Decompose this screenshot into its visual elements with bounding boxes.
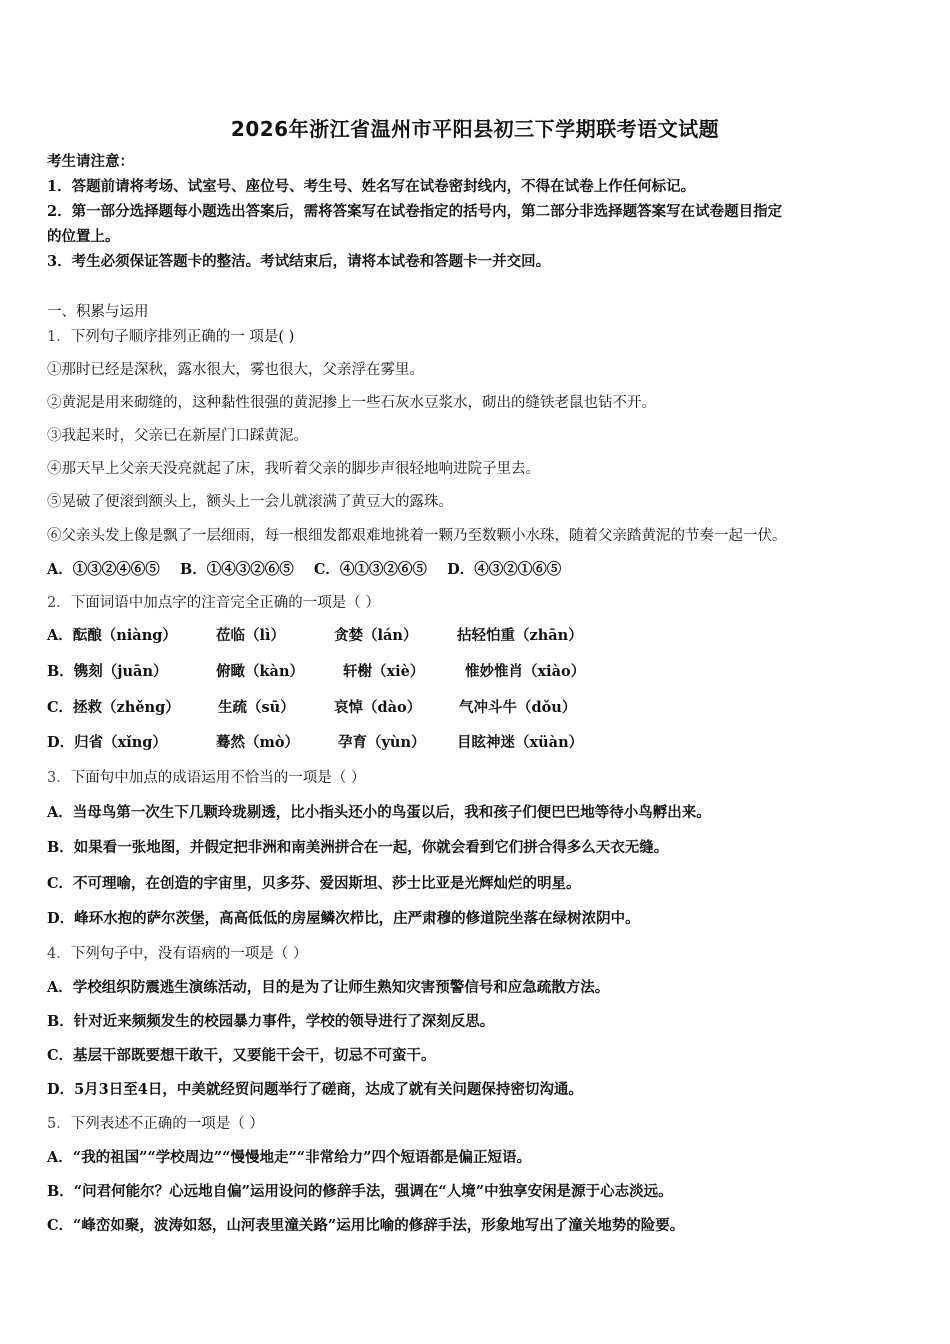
option-cell: A．酝酿（niàng） — [47, 627, 177, 644]
option-cell: 俯瞰（kàn） — [216, 663, 304, 680]
option-cell: 轩榭（xiè） — [343, 663, 425, 680]
notice-item: 的位置上。 — [47, 228, 120, 245]
answer-option: C．“峰峦如聚，波涛如怒，山河表里潼关路”运用比喻的修辞手法，形象地写出了潼关地势的险要。 — [47, 1217, 685, 1234]
question-stem: 下列表述不正确的一项是（ ） — [70, 1116, 264, 1132]
answer-option: A．“我的祖国”“学校周边”“慢慢地走”“非常给力”四个短语都是偏正短语。 — [47, 1149, 531, 1166]
section-heading: 一、积累与运用 — [47, 304, 149, 320]
answer-options: A．①③②④⑥⑤ B．①④③②⑥⑤ C．④①③②⑥⑤ D．④③②①⑥⑤ — [47, 561, 562, 578]
question-stem: 下列句子中，没有语病的一项是（ ） — [70, 946, 308, 962]
option-cell: 目眩神迷（xüàn） — [457, 734, 584, 751]
option-cell: D．归省（xǐng） — [47, 734, 167, 751]
sentence: ②黄泥是用来砌缝的，这种黏性很强的黄泥掺上一些石灰水豆浆水，砌出的缝铁老鼠也钻不开。 — [47, 395, 656, 411]
option-cell: 孕育（yùn） — [338, 734, 426, 751]
notice-item: 1．答题前请将考场、试室号、座位号、考生号、姓名写在试卷密封线内，不得在试卷上作任何标记。 — [47, 178, 696, 195]
answer-option: A．学校组织防震逃生演练活动，目的是为了让师生熟知灾害预警信号和应急疏散方法。 — [47, 979, 610, 996]
question-number: 5． — [47, 1116, 71, 1132]
option-cell: 莅临（lì） — [216, 627, 286, 644]
sentence: ⑤晃破了便滚到额头上，额头上一会儿就滚满了黄豆大的露珠。 — [47, 494, 453, 510]
option-cell: 贪婪（lán） — [334, 627, 418, 644]
option-cell: C．拯救（zhěng） — [47, 699, 180, 716]
answer-option: B．“问君何能尔？心远地自偏”运用设问的修辞手法，强调在“人境”中独享安闲是源于心志淡远。 — [47, 1183, 673, 1200]
question-stem: 下面词语中加点字的注音完全正确的一项是（ ） — [70, 595, 380, 611]
option-cell: 惟妙惟肖（xiào） — [465, 663, 586, 680]
option-cell: 气冲斗牛（dǒu） — [459, 699, 577, 716]
answer-option: D．5月3日至4日，中美就经贸问题举行了磋商，达成了就有关问题保持密切沟通。 — [47, 1081, 583, 1098]
option-cell: 哀悼（dào） — [334, 699, 422, 716]
question-number: 1． — [47, 329, 71, 345]
sentence: ③我起来时，父亲已在新屋门口踩黄泥。 — [47, 428, 308, 444]
sentence: ④那天早上父亲天没亮就起了床，我听着父亲的脚步声很轻地响进院子里去。 — [47, 461, 540, 477]
question-stem: 下列句子顺序排列正确的一 项是( ) — [70, 329, 295, 345]
question-number: 2． — [47, 595, 71, 611]
notice-heading: 考生请注意： — [47, 153, 134, 170]
question-4-stem — [47, 944, 307, 964]
answer-option: B．如果看一张地图，并假定把非洲和南美洲拼合在一起，你就会看到它们拼合得多么天衣无缝。 — [47, 839, 669, 856]
option-cell: 生疏（sū） — [218, 699, 295, 716]
question-number: 3． — [47, 770, 71, 786]
question-stem: 下面句中加点的成语运用不恰当的一项是（ ） — [70, 770, 366, 786]
option-cell: 蓦然（mò） — [216, 734, 300, 751]
question-1-stem — [47, 327, 294, 347]
option-cell: B．镌刻（juān） — [47, 663, 168, 680]
notice-item: 3．考生必须保证答题卡的整洁。考试结束后，请将本试卷和答题卡一并交回。 — [47, 253, 551, 270]
question-number: 4． — [47, 946, 71, 962]
answer-option: B．针对近来频频发生的校园暴力事件，学校的领导进行了深刻反思。 — [47, 1013, 495, 1030]
answer-option: A．当母鸟第一次生下几颗玲珑剔透，比小指头还小的鸟蛋以后，我和孩子们便巴巴地等待小鸟孵出来。 — [47, 804, 711, 821]
notice-item: 2．第一部分选择题每小题选出答案后，需将答案写在试卷指定的括号内，第二部分非选择题答案写在试卷题目指定 — [47, 203, 783, 220]
exam-title: 2026年浙江省温州市平阳县初三下学期联考语文试题 — [230, 117, 720, 141]
option-cell: 拈轻怕重（zhān） — [457, 627, 583, 644]
answer-option: C．不可理喻，在创造的宇宙里，贝多芬、爱因斯坦、莎士比亚是光辉灿烂的明星。 — [47, 875, 581, 892]
question-5-stem — [47, 1114, 264, 1134]
sentence: ⑥父亲头发上像是飘了一层细雨，每一根细发都艰难地挑着一颗乃至数颗小水珠，随着父亲踏黄泥的节奏一起一伏。 — [47, 528, 787, 544]
answer-option: D．峰环水抱的萨尔茨堡，高高低低的房屋鳞次栉比，庄严肃穆的修道院坐落在绿树浓阴中。 — [47, 910, 640, 927]
question-3-stem — [47, 768, 365, 788]
answer-option: C．基层干部既要想干敢干，又要能干会干，切忌不可蛮干。 — [47, 1047, 436, 1064]
sentence: ①那时已经是深秋，露水很大，雾也很大，父亲浮在雾里。 — [47, 362, 424, 378]
question-2-stem — [47, 593, 380, 613]
